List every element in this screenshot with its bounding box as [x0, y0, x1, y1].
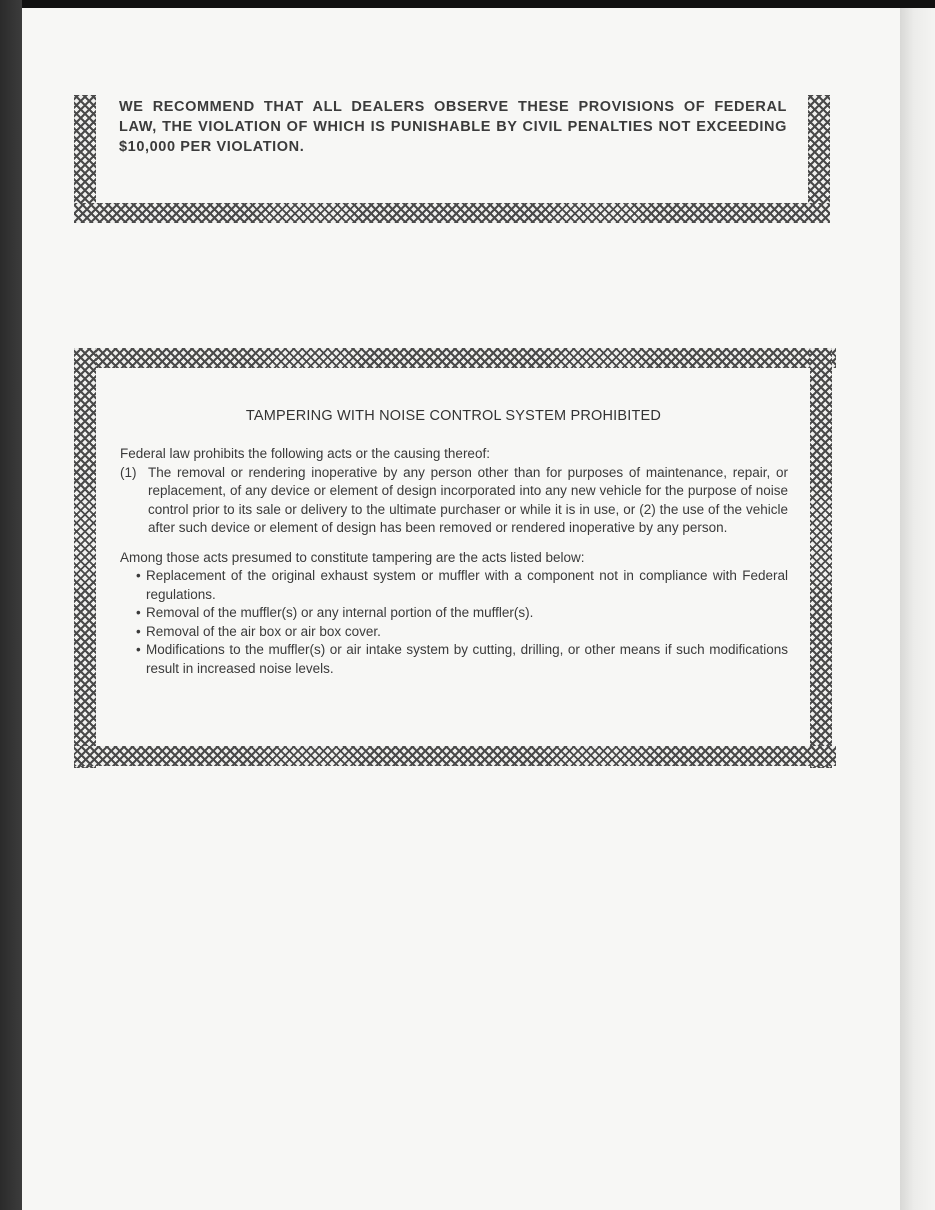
bullet-icon: •	[136, 605, 141, 620]
list-item-text: Removal of the air box or air box cover.	[146, 623, 381, 639]
bullet-icon: •	[136, 623, 141, 639]
bullet-icon: •	[136, 642, 141, 657]
notice-border-top	[74, 348, 836, 368]
scan-top-edge	[0, 0, 935, 8]
notice-border-right	[810, 348, 832, 768]
list-item-text: Removal of the muffler(s) or any internal portion of the muffler(s).	[146, 605, 534, 620]
bullet-icon: •	[136, 568, 141, 583]
page-edge	[900, 8, 935, 1210]
notice-border-bottom	[74, 746, 836, 766]
list-item-text: Replacement of the original exhaust system or muffler with a component not in compliance with Federal regulations.	[146, 568, 788, 602]
list-item	[120, 567, 788, 604]
notice-intro: Federal law prohibits the following acts or the causing thereof:	[120, 446, 490, 461]
list-intro: Among those acts presumed to constitute tampering are the acts listed below:	[120, 549, 585, 565]
warning-text: WE RECOMMEND THAT ALL DEALERS OBSERVE THESE PROVISIONS OF FEDERAL LAW, THE VIOLATION OF WHICH IS PUNISHABLE BY CIVIL PENALTIES NOT EXCEEDING $10,000 PER VIOLATION.	[119, 99, 787, 155]
notice-title: TAMPERING WITH NOISE CONTROL SYSTEM PROHIBITED	[245, 408, 662, 424]
list-item-text: Modifications to the muffler(s) or air intake system by cutting, drilling, or other means if such modifications result in increased noise levels.	[146, 642, 788, 676]
notice-clause	[120, 464, 788, 538]
clause-text: The removal or rendering inoperative by any person other than for purposes of maintenance, repair, or replacement, of any device or element of design incorporated into any new vehicle for the purpose of noise control prior to its sale or delivery to the ultimate purchaser or while it is in use, or (2) the use of the vehicle after such device or element of design has been removed or rendered inoperative by any person.	[148, 464, 788, 535]
list-item	[120, 604, 788, 623]
warning-border-bottom	[74, 203, 830, 223]
scan-left-shadow	[0, 0, 22, 1210]
notice-border-left	[74, 348, 96, 768]
clause-number: (1)	[120, 464, 137, 480]
list-item	[120, 623, 788, 642]
list-item	[120, 641, 788, 678]
notice-body	[120, 445, 788, 678]
